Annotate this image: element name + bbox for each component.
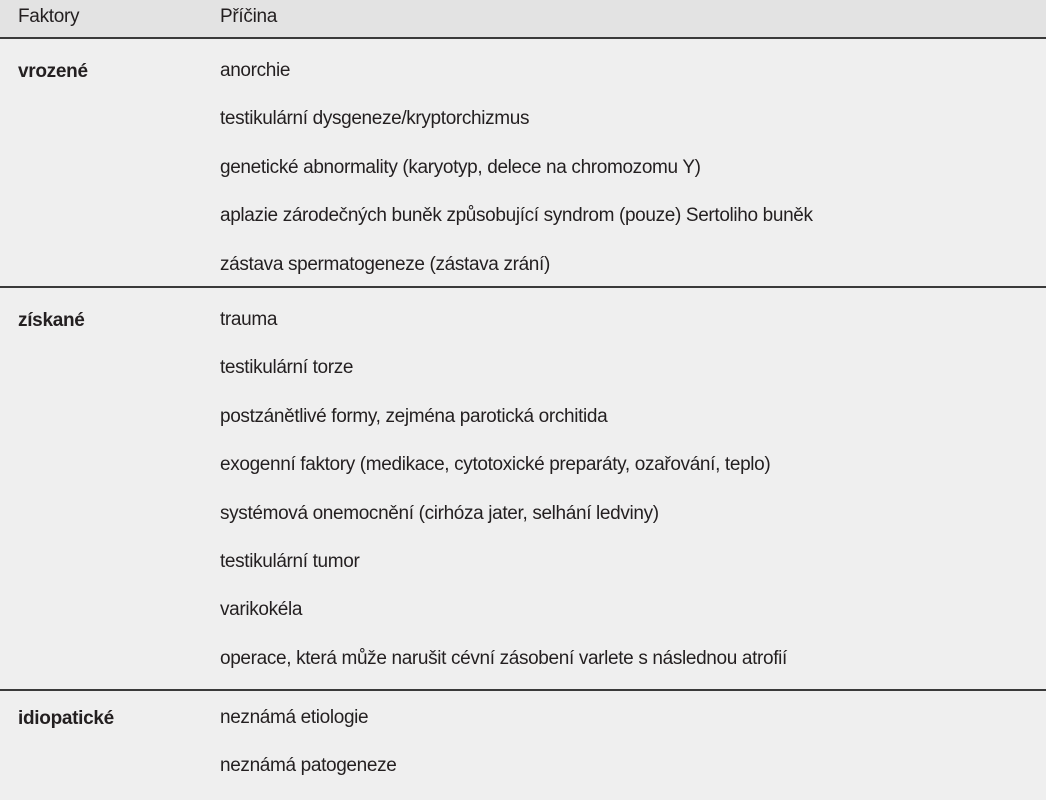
group-acquired bbox=[0, 288, 1046, 689]
cause-item: varikokéla bbox=[220, 599, 303, 621]
group-idiopathic bbox=[0, 691, 1046, 800]
header-factors: Faktory bbox=[18, 6, 80, 27]
cause-item: neznámá etiologie bbox=[220, 707, 369, 728]
cause-item: systémová onemocnění (cirhóza jater, selhání ledviny) bbox=[220, 502, 659, 524]
cause-item: testikulární tumor bbox=[220, 550, 360, 572]
cause-item: operace, která může narušit cévní zásobení varlete s následnou atrofií bbox=[220, 647, 787, 669]
factor-label: získané bbox=[18, 310, 85, 331]
cause-item: aplazie zárodečných buněk způsobující syndrom (pouze) Sertoliho buněk bbox=[220, 205, 813, 227]
table-header bbox=[0, 0, 1046, 39]
cause-item: genetické abnormality (karyotyp, delece na chromozomu Y) bbox=[220, 156, 701, 178]
factor-label: vrozené bbox=[18, 61, 88, 82]
cause-list bbox=[220, 310, 787, 697]
cause-item: anorchie bbox=[220, 60, 291, 81]
cause-item: trauma bbox=[220, 309, 278, 330]
cause-item: neznámá patogeneze bbox=[220, 755, 397, 777]
header-cause: Příčina bbox=[220, 6, 278, 27]
factor-label: idiopatické bbox=[18, 708, 114, 729]
cause-list bbox=[220, 708, 396, 800]
cause-item: postzánětlivé formy, zejména parotická orchitida bbox=[220, 405, 608, 427]
cause-item: zástava spermatogeneze (zástava zrání) bbox=[220, 253, 550, 275]
cause-item: testikulární dysgeneze/kryptorchizmus bbox=[220, 108, 530, 130]
group-congenital bbox=[0, 39, 1046, 286]
cause-list bbox=[220, 61, 813, 303]
cause-item: exogenní faktory (medikace, cytotoxické preparáty, ozařování, teplo) bbox=[220, 454, 771, 476]
cause-item: testikulární torze bbox=[220, 357, 354, 379]
